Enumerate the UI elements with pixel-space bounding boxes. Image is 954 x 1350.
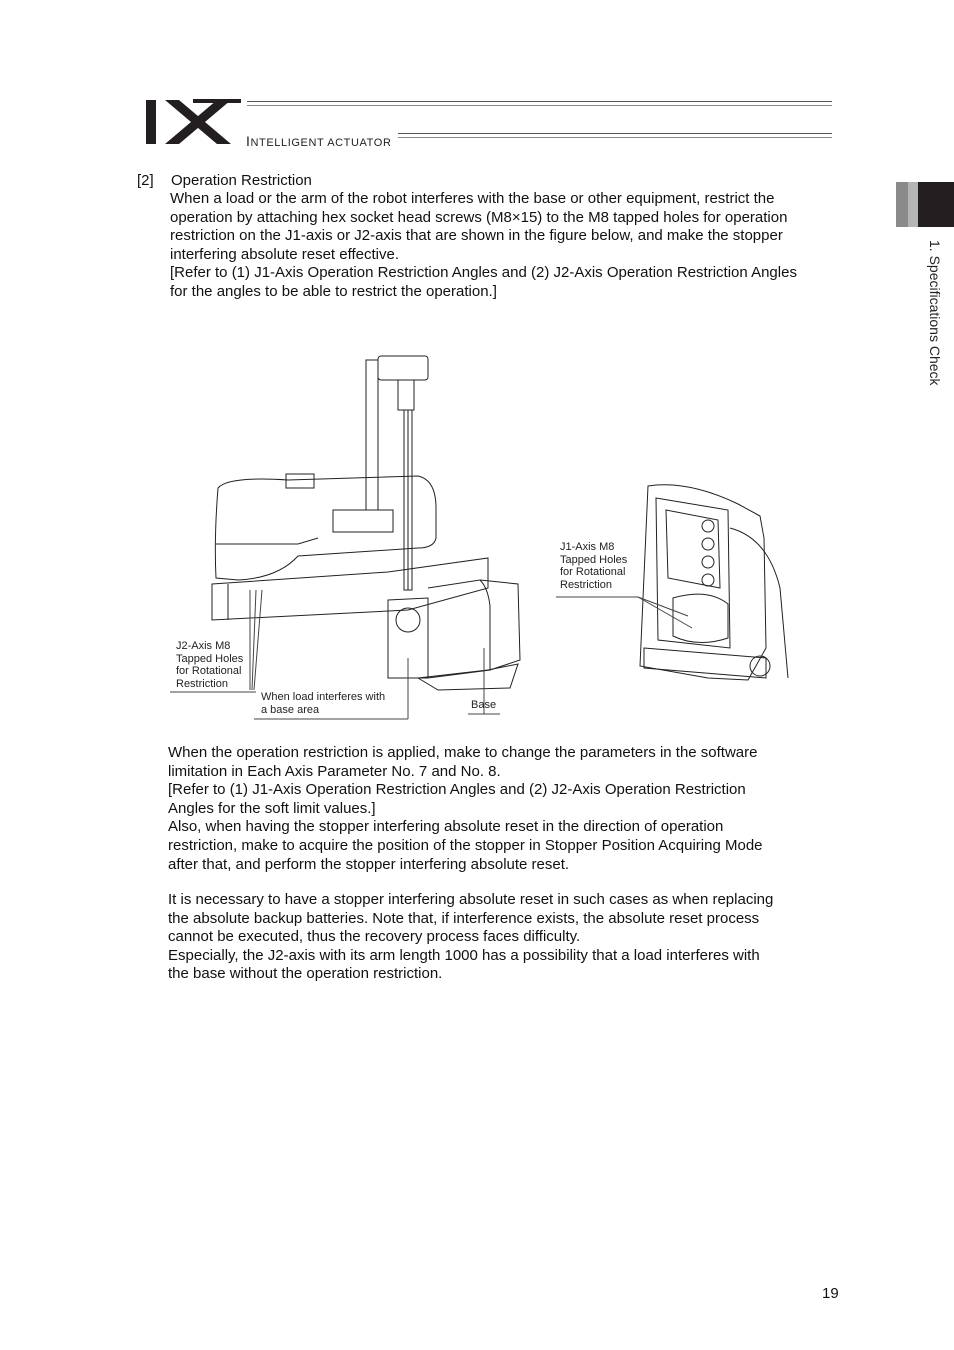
ix-logo-mark xyxy=(143,98,243,146)
intro-line: When a load or the arm of the robot interferes with the base or other equipment, restrict the xyxy=(170,190,775,207)
robot-line-drawing xyxy=(168,348,818,728)
intro-paragraph xyxy=(170,190,850,302)
absolute-reset-paragraph xyxy=(168,891,828,984)
body-line: limitation in Each Axis Parameter No. 7 and No. 8. xyxy=(168,762,501,780)
label-j2-tapped-holes: J2-Axis M8 Tapped Holes for Rotational Restriction xyxy=(176,640,244,690)
body-line: [Refer to (1) J1-Axis Operation Restriction Angles and (2) J2-Axis Operation Restriction xyxy=(168,781,746,799)
header-rule-top-1 xyxy=(247,101,832,102)
side-tab-marker-dark xyxy=(918,182,954,227)
label-load-interference: When load interferes with a base area xyxy=(261,691,386,716)
body-line: Also, when having the stopper interfering absolute reset in the direction of operation xyxy=(168,818,724,836)
label-base: Base xyxy=(471,699,497,711)
body-line: cannot be executed, thus the recovery process faces difficulty. xyxy=(168,928,581,946)
intro-line: restriction on the J1-axis or J2-axis that are shown in the figure below, and make the stopper xyxy=(170,227,783,245)
parameter-paragraph xyxy=(168,744,828,874)
body-line: restriction, make to acquire the position of the stopper in Stopper Position Acquiring Mode xyxy=(168,836,763,854)
body-line: the base without the operation restriction. xyxy=(168,965,443,983)
intro-line: [Refer to (1) J1-Axis Operation Restriction Angles and (2) J2-Axis Operation Restriction Angles xyxy=(170,264,797,282)
side-tab-marker-mid xyxy=(908,182,918,227)
intro-line: for the angles to be able to restrict the operation.] xyxy=(170,282,497,300)
robot-figure xyxy=(168,348,818,728)
body-line: the absolute backup batteries. Note that, if interference exists, the absolute reset process xyxy=(168,909,760,927)
intro-line: interfering absolute reset effective. xyxy=(170,245,400,263)
intro-line: operation by attaching hex socket head screws (M8×15) to the M8 tapped holes for operation xyxy=(170,208,788,226)
side-tab-marker-light xyxy=(896,182,908,227)
body-line: It is necessary to have a stopper interfering absolute reset in such cases as when replacing xyxy=(168,891,774,908)
body-line: after that, and perform the stopper interfering absolute reset. xyxy=(168,855,570,873)
side-chapter-label: 1. Specifications Check xyxy=(927,240,943,386)
label-j1-tapped-holes: J1-Axis M8 Tapped Holes for Rotational Restriction xyxy=(560,541,628,591)
page-number: 19 xyxy=(822,1285,839,1302)
body-line: Angles for the soft limit values.] xyxy=(168,799,376,817)
section-number: [2] xyxy=(137,172,154,189)
header-rule-top-2 xyxy=(247,105,832,106)
section-title: Operation Restriction xyxy=(171,172,312,189)
header-rule-bottom-1 xyxy=(398,133,832,134)
logo-company-name: INTELLIGENT ACTUATOR xyxy=(246,133,392,149)
section-heading xyxy=(137,172,312,189)
body-line: Especially, the J2-axis with its arm length 1000 has a possibility that a load interferes with xyxy=(168,946,760,964)
body-line: When the operation restriction is applied, make to change the parameters in the software xyxy=(168,744,758,761)
header-rule-bottom-2 xyxy=(398,137,832,138)
